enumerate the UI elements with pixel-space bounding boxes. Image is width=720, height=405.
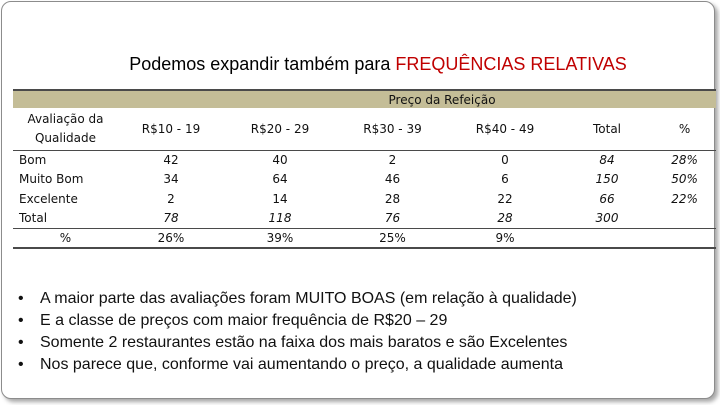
title-prefix: Podemos expandir também para bbox=[129, 54, 396, 74]
cell: 6 bbox=[501, 172, 509, 187]
row-label: Total bbox=[13, 209, 118, 229]
bullet-item bbox=[18, 332, 708, 354]
empty-cell bbox=[561, 228, 653, 248]
empty-cell bbox=[653, 209, 716, 229]
row-total: 150 bbox=[595, 172, 619, 187]
bullet-dot: • bbox=[18, 356, 24, 373]
bullet-dot: • bbox=[18, 334, 24, 351]
table-row bbox=[13, 150, 716, 170]
cell: 25% bbox=[336, 228, 449, 248]
title-accent: FREQUÊNCIAS RELATIVAS bbox=[395, 54, 627, 74]
row-label: Excelente bbox=[19, 191, 78, 206]
bullet-text: A maior parte das avaliações foram MUITO BOAS (em relação à qualidade) bbox=[40, 290, 577, 307]
total-row bbox=[13, 209, 716, 229]
cell: 22 bbox=[497, 191, 513, 206]
row-total: 84 bbox=[599, 153, 615, 167]
percent-row bbox=[13, 228, 716, 248]
bullet-text: E a classe de preços com maior frequência de R$20 – 29 bbox=[40, 312, 448, 329]
col-header: R$40 - 49 bbox=[449, 108, 561, 150]
cell: 76 bbox=[336, 209, 449, 229]
col-header: R$10 - 19 bbox=[118, 108, 224, 150]
bullet-dot: • bbox=[18, 312, 24, 329]
cell: 9% bbox=[449, 228, 561, 248]
quality-header bbox=[13, 108, 118, 150]
cell: 2 bbox=[167, 191, 175, 206]
row-label: Muito Bom bbox=[19, 172, 84, 187]
cell: 64 bbox=[272, 172, 288, 187]
col-header-total: Total bbox=[561, 108, 653, 150]
cell: 26% bbox=[118, 228, 224, 248]
cell: 118 bbox=[224, 209, 336, 229]
row-percent: 50% bbox=[671, 172, 698, 187]
column-header-row bbox=[13, 108, 716, 150]
row-label: Bom bbox=[19, 153, 47, 167]
quality-header-line1: Avaliação da bbox=[27, 111, 104, 126]
frequency-table bbox=[13, 89, 716, 249]
row-label: % bbox=[13, 228, 118, 248]
bullet-text: Somente 2 restaurantes estão na faixa dos mais baratos e são Excelentes bbox=[40, 334, 568, 351]
row-total: 66 bbox=[599, 191, 615, 206]
price-header-row bbox=[13, 90, 716, 108]
row-percent: 22% bbox=[671, 191, 698, 206]
bullet-item bbox=[18, 354, 708, 376]
cell: 39% bbox=[224, 228, 336, 248]
quality-header-line2: Qualidade bbox=[34, 130, 97, 145]
cell: 46 bbox=[384, 172, 401, 187]
bullet-text: Nos parece que, conforme vai aumentando o preço, a qualidade aumenta bbox=[40, 356, 564, 373]
col-header: R$20 - 29 bbox=[224, 108, 336, 150]
cell: 42 bbox=[163, 153, 179, 167]
bullet-list bbox=[18, 288, 708, 376]
col-header-percent: % bbox=[653, 108, 716, 150]
grand-total: 300 bbox=[561, 209, 653, 229]
table-row bbox=[13, 189, 716, 209]
cell: 0 bbox=[501, 153, 509, 167]
slide-title bbox=[0, 54, 720, 75]
empty-cell bbox=[653, 228, 716, 248]
cell: 14 bbox=[272, 191, 288, 206]
bullet-item bbox=[18, 288, 708, 310]
bullet-dot: • bbox=[18, 290, 24, 307]
cell: 28 bbox=[449, 209, 561, 229]
cell: 40 bbox=[272, 153, 288, 167]
cell: 28 bbox=[384, 191, 401, 206]
cell: 34 bbox=[163, 172, 179, 187]
row-percent: 28% bbox=[671, 153, 698, 167]
cell: 2 bbox=[388, 153, 397, 167]
table-row bbox=[13, 170, 716, 190]
bullet-item bbox=[18, 310, 708, 332]
cell: 78 bbox=[118, 209, 224, 229]
price-header-cell: Preço da Refeição bbox=[13, 90, 716, 108]
col-header: R$30 - 39 bbox=[336, 108, 449, 150]
